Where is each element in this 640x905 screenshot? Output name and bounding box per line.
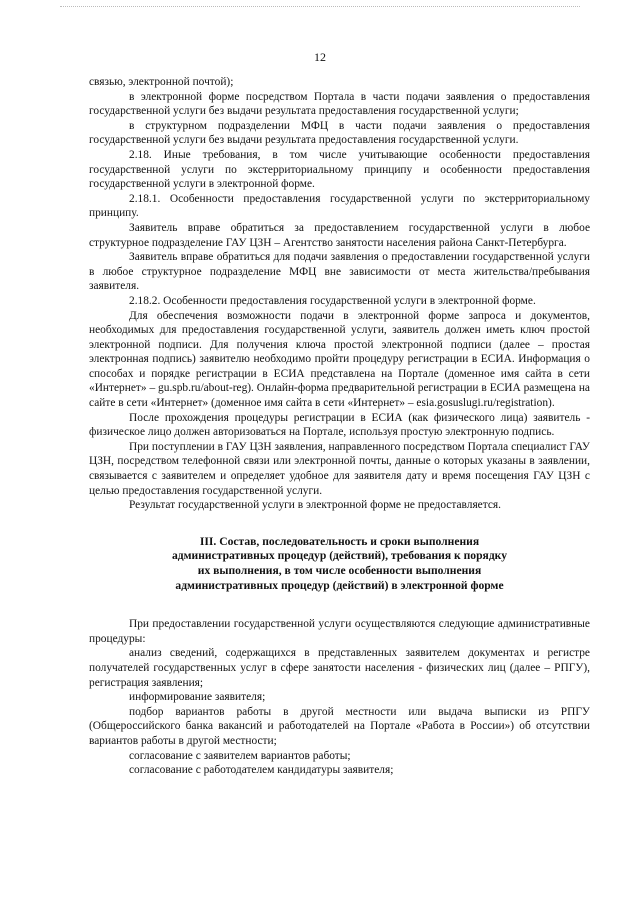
list-item: согласование с заявителем вариантов работы; — [129, 749, 351, 762]
section-heading-line: административных процедур (действий), требования к порядку — [172, 549, 507, 563]
paragraph: Заявитель вправе обратиться для подачи заявления о предоставлении государственной услуги в любое структурное подразделение МФЦ вне зависимости от места жительства/пребывания заявителя. — [89, 251, 590, 293]
section-heading — [89, 535, 590, 593]
section-heading-line: административных процедур (действий) в электронной форме — [175, 578, 504, 592]
paragraph: При поступлении в ГАУ ЦЗН заявления, направленного посредством Портала специалист ГАУ ЦЗН, посредством телефонной связи или электронной почты, данные о которых указаны в заявлении, связывается с заявителем и определяет удобное для заявителя дату и время посещения ГАУ ЦЗН с целью предоставления государственной услуги. — [89, 440, 590, 497]
page-number: 12 — [314, 50, 326, 64]
paragraph: Результат государственной услуги в электронной форме не предоставляется. — [129, 499, 502, 512]
scan-artifact-top — [60, 6, 580, 11]
list-item: подбор вариантов работы в другой местности или выдача выписки из РПГУ (Общероссийского банка вакансий и работодателей на Портале «Работа в России») об отсутствии вариантов работы в другой местности; — [89, 705, 590, 747]
paragraph: 2.18.1. Особенности предоставления государственной услуги по экстерриториальному принципу. — [89, 192, 590, 220]
list-item: согласование с работодателем кандидатуры заявителя; — [129, 764, 394, 777]
paragraph: в структурном подразделении МФЦ в части подачи заявления о предоставления государственной услуги без выдачи результата предоставления государственной услуги. — [89, 119, 590, 147]
paragraph: После прохождения процедуры регистрации в ЕСИА (как физического лица) заявитель - физическое лицо должен авторизоваться на Портале, используя простую электронную подпись. — [89, 411, 590, 439]
paragraph: Заявитель вправе обратиться за предоставлением государственной услуги в любое структурное подразделение ГАУ ЦЗН – Агентство занятости населения района Санкт-Петербурга. — [89, 221, 590, 249]
paragraph: 2.18.2. Особенности предоставления государственной услуги в электронной форме. — [129, 294, 536, 307]
paragraph: связью, электронной почтой); — [89, 76, 234, 88]
list-item: анализ сведений, содержащихся в представленных заявителем документах и регистре получателей государственных услуг в сфере занятости населения - физических лиц (далее – РПГУ), регистрация заявления; — [89, 647, 590, 689]
list-item: информирование заявителя; — [129, 691, 266, 704]
paragraph: в электронной форме посредством Портала в части подачи заявления о предоставления государственной услуги без выдачи результата предоставления государственной услуги; — [89, 90, 590, 118]
paragraph: При предоставлении государственной услуги осуществляются следующие административные процедуры: — [89, 618, 590, 645]
paragraph: Для обеспечения возможности подачи в электронной форме запроса и документов, необходимых для предоставления государственной услуги, заявитель должен иметь ключ простой электронной подписи. Для получения ключа простой электронной подписи (далее – простая электронная подпись) заявителю необходимо пройти процедуру регистрации в ЕСИА. Информация о способах и порядке регистрации в ЕСИА представлена на Портале (доменное имя сайта в сети «Интернет» – gu.spb.ru/about-reg). Онлайн-форма предварительной регистрации в ЕСИА размещена на сайте в сети «Интернет» (доменное имя сайта в сети «Интернет» – esia.gosuslugi.ru/registration). — [89, 309, 590, 410]
paragraph: 2.18. Иные требования, в том числе учитывающие особенности предоставления государственной услуги по экстерриториальному принципу и особенности предоставления государственной услуги в электронной форме. — [89, 148, 590, 191]
section-heading-line: III. Состав, последовательность и сроки выполнения — [199, 534, 480, 548]
section-heading-line: их выполнения, в том числе особенности выполнения — [197, 564, 482, 577]
document-body — [89, 75, 590, 778]
